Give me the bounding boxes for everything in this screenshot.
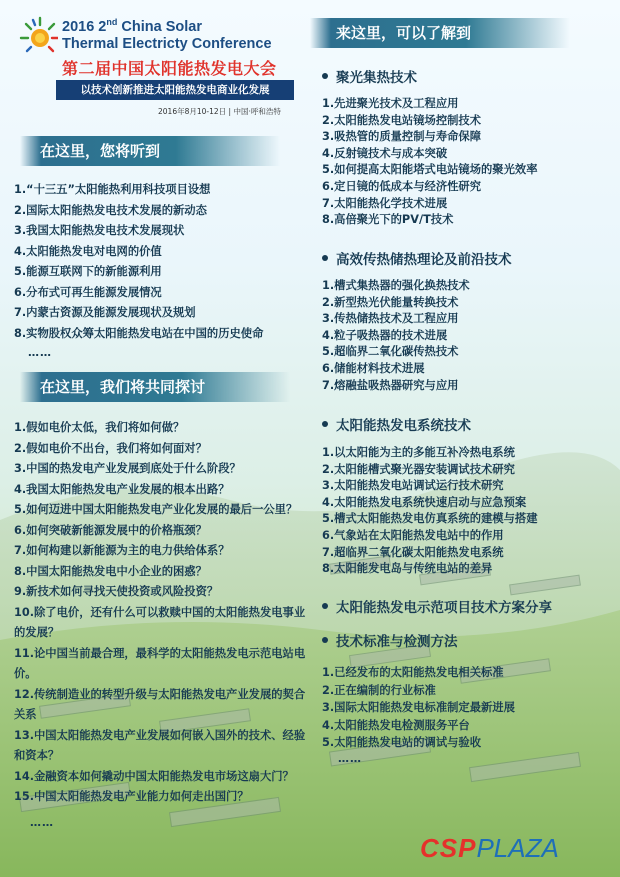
list-item: 2.太阳能槽式聚光器安装调试技术研究 bbox=[322, 462, 515, 476]
conference-header bbox=[18, 10, 298, 122]
list-item: 2.国际太阳能热发电技术发展的新动态 bbox=[14, 203, 207, 217]
list-item: 1.假如电价太低，我们将如何做？ bbox=[14, 421, 185, 434]
list-item: 13.中国太阳能热发电产业发展如何嵌入国外的技术、经验和资本？ bbox=[14, 728, 306, 762]
list-item: 5.超临界二氧化碳传热技术 bbox=[322, 345, 459, 359]
list-item: 8.实物股权众筹太阳能热发电站在中国的历史使命 bbox=[14, 326, 264, 340]
section-hear-banner bbox=[20, 136, 280, 166]
bullet-icon bbox=[322, 73, 328, 79]
list-item: 9.新技术如何寻找天使投资或风险投资？ bbox=[14, 585, 219, 598]
section-discuss-title: 在这里，我们将共同探讨 bbox=[40, 378, 206, 396]
list-item: 4.太阳能热发电对电网的价值 bbox=[14, 244, 162, 258]
list-item: 10.除了电价，还有什么可以救赎中国的太阳能热发电事业的发展？ bbox=[14, 605, 306, 639]
date-location: 2016年8月10-12日 | 中国·呼和浩特 bbox=[158, 107, 281, 116]
list-item: 15.中国太阳能热发电产业能力如何走出国门？ bbox=[14, 790, 249, 803]
list-item: 3.太阳能热发电站调试运行技术研究 bbox=[322, 479, 504, 493]
list-item: 5.能源互联网下的新能源利用 bbox=[14, 265, 162, 278]
list-item: 2.假如电价不出台，我们将如何面对？ bbox=[14, 441, 207, 455]
list-item: 3.传热储热技术及工程应用 bbox=[322, 312, 459, 326]
list-item: 8.高倍聚光下的PV/T技术 bbox=[322, 213, 454, 227]
topic-title: 技术标准与检测方法 bbox=[322, 630, 458, 650]
topic-list bbox=[322, 278, 612, 394]
list-item: 11.论中国当前最合理，最科学的太阳能热发电示范电站电价。 bbox=[14, 646, 306, 680]
section-hear-list bbox=[14, 180, 304, 344]
chinese-title: 第二届中国太阳能热发电大会 bbox=[62, 59, 277, 78]
list-item: 7.内蒙古资源及能源发展现状及规划 bbox=[14, 306, 196, 319]
section-discuss-banner bbox=[20, 372, 290, 402]
section-hear-ellipsis: …… bbox=[28, 346, 52, 359]
list-item: 7.如何构建以新能源为主的电力供给体系？ bbox=[14, 544, 230, 557]
section-learn-title: 来这里，可以了解到 bbox=[336, 24, 472, 42]
list-item: 4.粒子吸热器的技术进展 bbox=[322, 328, 448, 342]
list-item: 2.正在编制的行业标准 bbox=[322, 683, 436, 697]
list-item: 1.“十三五”太阳能热利用科技项目设想 bbox=[14, 183, 211, 196]
topic-title: 太阳能热发电系统技术 bbox=[322, 414, 471, 434]
list-item: 12.传统制造业的转型升级与太阳能热发电产业发展的契合关系 bbox=[14, 687, 306, 721]
list-item: 6.如何突破新能源发展中的价格瓶颈？ bbox=[14, 523, 207, 537]
list-item: 8.中国太阳能热发电中小企业的困惑？ bbox=[14, 564, 207, 578]
list-item: 6.储能材料技术进展 bbox=[322, 361, 425, 375]
topic-list bbox=[322, 664, 612, 752]
list-item: 7.熔融盐吸热器研究与应用 bbox=[322, 378, 459, 392]
list-item: 4.太阳能热发电检测服务平台 bbox=[322, 718, 470, 732]
list-item: 3.国际太阳能热发电标准制定最新进展 bbox=[322, 701, 515, 715]
bullet-icon bbox=[322, 421, 328, 427]
bullet-icon bbox=[322, 603, 328, 609]
list-item: 14.金融资本如何撬动中国太阳能热发电市场这扇大门？ bbox=[14, 769, 294, 783]
list-item: 5.如何提高太阳能塔式电站镜场的聚光效率 bbox=[322, 163, 538, 177]
section-learn-banner bbox=[310, 18, 570, 48]
topic-list bbox=[322, 96, 612, 229]
list-item: 2.太阳能热发电站镜场控制技术 bbox=[322, 113, 482, 127]
list-item: 3.吸热管的质量控制与寿命保障 bbox=[322, 130, 482, 144]
list-item: 8.太阳能发电岛与传统电站的差异 bbox=[322, 562, 493, 576]
section-hear-title: 在这里，您将听到 bbox=[40, 142, 161, 160]
list-item: 5.如何迈进中国太阳能热发电产业化发展的最后一公里？ bbox=[14, 503, 298, 516]
section-learn-ellipsis: …… bbox=[338, 752, 362, 765]
bullet-icon bbox=[322, 255, 328, 261]
list-item: 6.定日镜的低成本与经济性研究 bbox=[322, 179, 482, 193]
list-item: 5.槽式太阳能热发电仿真系统的建模与搭建 bbox=[322, 512, 538, 526]
english-title: 2016 2nd China Solar Thermal Electricty Conference bbox=[62, 17, 272, 52]
list-item: 4.反射镜技术与成本突破 bbox=[322, 146, 448, 160]
list-item: 7.超临界二氧化碳太阳能热发电系统 bbox=[322, 545, 504, 559]
list-item: 1.以太阳能为主的多能互补冷热电系统 bbox=[322, 446, 515, 459]
topic-title: 高效传热储热理论及前沿技术 bbox=[322, 248, 512, 268]
sun-logo-icon bbox=[18, 14, 58, 54]
list-item: 1.先进聚光技术及工程应用 bbox=[322, 97, 459, 110]
list-item: 4.太阳能热发电系统快速启动与应急预案 bbox=[322, 495, 527, 509]
section-discuss-list bbox=[14, 418, 306, 808]
topic-title: 太阳能热发电示范项目技术方案分享 bbox=[322, 596, 552, 616]
list-item: 3.中国的热发电产业发展到底处于什么阶段？ bbox=[14, 462, 241, 475]
list-item: 6.分布式可再生能源发展情况 bbox=[14, 285, 162, 299]
section-discuss-ellipsis: …… bbox=[30, 816, 54, 829]
slogan-banner: 以技术创新推进太阳能热发电商业化发展 bbox=[56, 80, 294, 100]
list-item: 1.槽式集热器的强化换热技术 bbox=[322, 279, 470, 292]
list-item: 5.太阳能热发电站的调试与验收 bbox=[322, 736, 482, 750]
topic-list bbox=[322, 445, 618, 578]
list-item: 2.新型热光伏能量转换技术 bbox=[322, 295, 459, 309]
list-item: 6.气象站在太阳能热发电站中的作用 bbox=[322, 528, 504, 542]
list-item: 7.太阳能热化学技术进展 bbox=[322, 196, 448, 210]
list-item: 4.我国太阳能热发电产业发展的根本出路？ bbox=[14, 482, 230, 496]
csp-plaza-logo: CSPPLAZA bbox=[420, 833, 559, 863]
topic-title: 聚光集热技术 bbox=[322, 66, 417, 86]
bullet-icon bbox=[322, 637, 328, 643]
list-item: 1.已经发布的太阳能热发电相关标准 bbox=[322, 666, 504, 679]
list-item: 3.我国太阳能热发电技术发展现状 bbox=[14, 224, 185, 237]
